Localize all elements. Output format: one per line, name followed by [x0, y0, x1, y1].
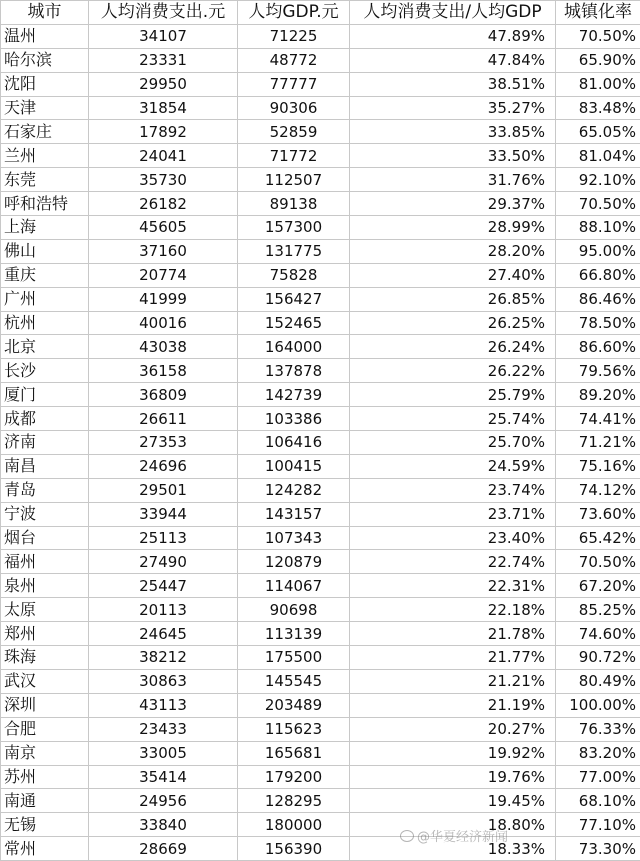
- cell-city: 南京: [1, 741, 89, 765]
- cell-ratio: 33.50%: [350, 144, 556, 168]
- cell-urbanization: 65.05%: [556, 120, 640, 144]
- cell-urbanization: 92.10%: [556, 168, 640, 192]
- cell-urbanization: 66.80%: [556, 263, 640, 287]
- cell-urbanization: 76.33%: [556, 717, 640, 741]
- cell-city: 南通: [1, 789, 89, 813]
- cell-urbanization: 80.49%: [556, 669, 640, 693]
- cell-gdp: 113139: [238, 622, 350, 646]
- cell-ratio: 18.80%: [350, 813, 556, 837]
- cell-city: 泉州: [1, 574, 89, 598]
- cell-urbanization: 86.46%: [556, 287, 640, 311]
- cell-urbanization: 73.60%: [556, 502, 640, 526]
- cell-urbanization: 77.00%: [556, 765, 640, 789]
- cell-consumption: 43038: [89, 335, 238, 359]
- cell-gdp: 143157: [238, 502, 350, 526]
- cell-city: 无锡: [1, 813, 89, 837]
- cell-consumption: 38212: [89, 646, 238, 670]
- cell-urbanization: 90.72%: [556, 646, 640, 670]
- cell-gdp: 156427: [238, 287, 350, 311]
- cell-urbanization: 68.10%: [556, 789, 640, 813]
- cell-ratio: 19.76%: [350, 765, 556, 789]
- cell-ratio: 28.20%: [350, 239, 556, 263]
- cell-gdp: 152465: [238, 311, 350, 335]
- table-row: [1, 24, 640, 48]
- table-row: [1, 263, 640, 287]
- table-row: [1, 478, 640, 502]
- cell-city: 武汉: [1, 669, 89, 693]
- cell-gdp: 203489: [238, 693, 350, 717]
- cell-gdp: 165681: [238, 741, 350, 765]
- cell-gdp: 112507: [238, 168, 350, 192]
- cell-city: 天津: [1, 96, 89, 120]
- cell-urbanization: 74.41%: [556, 407, 640, 431]
- cell-city: 郑州: [1, 622, 89, 646]
- cell-consumption: 40016: [89, 311, 238, 335]
- table-row: [1, 765, 640, 789]
- cell-consumption: 24956: [89, 789, 238, 813]
- cell-urbanization: 70.50%: [556, 24, 640, 48]
- cell-ratio: 25.70%: [350, 431, 556, 455]
- table-row: [1, 168, 640, 192]
- cell-urbanization: 95.00%: [556, 239, 640, 263]
- table-row: [1, 550, 640, 574]
- cell-city: 苏州: [1, 765, 89, 789]
- cell-ratio: 20.27%: [350, 717, 556, 741]
- cell-consumption: 33840: [89, 813, 238, 837]
- cell-consumption: 29501: [89, 478, 238, 502]
- cell-city: 石家庄: [1, 120, 89, 144]
- cell-ratio: 23.71%: [350, 502, 556, 526]
- cell-city: 青岛: [1, 478, 89, 502]
- cell-ratio: 26.25%: [350, 311, 556, 335]
- table-row: [1, 646, 640, 670]
- cell-city: 成都: [1, 407, 89, 431]
- cell-city: 珠海: [1, 646, 89, 670]
- cell-consumption: 27490: [89, 550, 238, 574]
- cell-gdp: 75828: [238, 263, 350, 287]
- cell-ratio: 19.45%: [350, 789, 556, 813]
- cell-gdp: 107343: [238, 526, 350, 550]
- cell-city: 广州: [1, 287, 89, 311]
- cell-consumption: 43113: [89, 693, 238, 717]
- table-row: [1, 407, 640, 431]
- table-row: [1, 359, 640, 383]
- cell-consumption: 27353: [89, 431, 238, 455]
- cell-consumption: 23433: [89, 717, 238, 741]
- cell-city: 福州: [1, 550, 89, 574]
- cell-consumption: 20113: [89, 598, 238, 622]
- cell-ratio: 28.99%: [350, 216, 556, 240]
- cell-ratio: 31.76%: [350, 168, 556, 192]
- cell-urbanization: 100.00%: [556, 693, 640, 717]
- header-row: [1, 1, 640, 25]
- table-row: [1, 717, 640, 741]
- cell-gdp: 137878: [238, 359, 350, 383]
- cell-gdp: 89138: [238, 192, 350, 216]
- cell-gdp: 77777: [238, 72, 350, 96]
- table-row: [1, 287, 640, 311]
- table-row: [1, 48, 640, 72]
- cell-gdp: 71225: [238, 24, 350, 48]
- cell-gdp: 179200: [238, 765, 350, 789]
- cell-ratio: 47.84%: [350, 48, 556, 72]
- cell-ratio: 21.21%: [350, 669, 556, 693]
- cell-city: 哈尔滨: [1, 48, 89, 72]
- cell-consumption: 25447: [89, 574, 238, 598]
- watermark-text: @华夏经济新闻: [417, 826, 508, 845]
- cell-consumption: 37160: [89, 239, 238, 263]
- cell-consumption: 36809: [89, 383, 238, 407]
- cell-urbanization: 85.25%: [556, 598, 640, 622]
- cell-urbanization: 81.00%: [556, 72, 640, 96]
- cell-city: 南昌: [1, 454, 89, 478]
- cell-urbanization: 71.21%: [556, 431, 640, 455]
- cell-ratio: 35.27%: [350, 96, 556, 120]
- table-row: [1, 598, 640, 622]
- cell-gdp: 114067: [238, 574, 350, 598]
- cell-ratio: 38.51%: [350, 72, 556, 96]
- cell-gdp: 100415: [238, 454, 350, 478]
- cell-urbanization: 74.60%: [556, 622, 640, 646]
- cell-gdp: 142739: [238, 383, 350, 407]
- cell-urbanization: 83.48%: [556, 96, 640, 120]
- cell-gdp: 120879: [238, 550, 350, 574]
- table-row: [1, 837, 640, 861]
- cell-gdp: 164000: [238, 335, 350, 359]
- header-city: 城市: [1, 1, 89, 25]
- cell-city: 温州: [1, 24, 89, 48]
- cell-gdp: 90306: [238, 96, 350, 120]
- cell-city: 呼和浩特: [1, 192, 89, 216]
- table-row: [1, 669, 640, 693]
- cell-consumption: 34107: [89, 24, 238, 48]
- table-row: [1, 144, 640, 168]
- cell-urbanization: 75.16%: [556, 454, 640, 478]
- table-row: [1, 574, 640, 598]
- header-ratio: 人均消费支出/人均GDP: [350, 1, 556, 25]
- cell-ratio: 27.40%: [350, 263, 556, 287]
- cell-consumption: 35414: [89, 765, 238, 789]
- table-row: [1, 72, 640, 96]
- cell-urbanization: 74.12%: [556, 478, 640, 502]
- table-row: [1, 383, 640, 407]
- cell-city: 杭州: [1, 311, 89, 335]
- cell-consumption: 20774: [89, 263, 238, 287]
- cell-city: 兰州: [1, 144, 89, 168]
- cell-gdp: 180000: [238, 813, 350, 837]
- cell-urbanization: 83.20%: [556, 741, 640, 765]
- cell-city: 重庆: [1, 263, 89, 287]
- cell-consumption: 41999: [89, 287, 238, 311]
- table-row: [1, 741, 640, 765]
- header-gdp: 人均GDP.元: [238, 1, 350, 25]
- cell-urbanization: 67.20%: [556, 574, 640, 598]
- header-urbanization: 城镇化率: [556, 1, 640, 25]
- cell-ratio: 23.40%: [350, 526, 556, 550]
- cell-consumption: 24696: [89, 454, 238, 478]
- cell-urbanization: 77.10%: [556, 813, 640, 837]
- cell-consumption: 33005: [89, 741, 238, 765]
- cell-consumption: 36158: [89, 359, 238, 383]
- cell-ratio: 24.59%: [350, 454, 556, 478]
- cell-gdp: 90698: [238, 598, 350, 622]
- cell-urbanization: 70.50%: [556, 550, 640, 574]
- cell-gdp: 71772: [238, 144, 350, 168]
- cell-consumption: 29950: [89, 72, 238, 96]
- cell-city: 佛山: [1, 239, 89, 263]
- cell-ratio: 26.85%: [350, 287, 556, 311]
- table-row: [1, 789, 640, 813]
- cell-gdp: 157300: [238, 216, 350, 240]
- cell-consumption: 33944: [89, 502, 238, 526]
- cell-urbanization: 65.42%: [556, 526, 640, 550]
- cell-city: 沈阳: [1, 72, 89, 96]
- cell-gdp: 124282: [238, 478, 350, 502]
- cell-ratio: 21.78%: [350, 622, 556, 646]
- cell-urbanization: 78.50%: [556, 311, 640, 335]
- cell-gdp: 128295: [238, 789, 350, 813]
- cell-city: 东莞: [1, 168, 89, 192]
- cell-gdp: 131775: [238, 239, 350, 263]
- cell-urbanization: 73.30%: [556, 837, 640, 861]
- cell-consumption: 35730: [89, 168, 238, 192]
- table-row: [1, 622, 640, 646]
- cell-urbanization: 70.50%: [556, 192, 640, 216]
- table-row: [1, 239, 640, 263]
- table-row: [1, 526, 640, 550]
- cell-urbanization: 88.10%: [556, 216, 640, 240]
- cell-urbanization: 86.60%: [556, 335, 640, 359]
- cell-consumption: 17892: [89, 120, 238, 144]
- cell-consumption: 45605: [89, 216, 238, 240]
- cell-ratio: 21.77%: [350, 646, 556, 670]
- cell-city: 上海: [1, 216, 89, 240]
- cell-ratio: 33.85%: [350, 120, 556, 144]
- cell-ratio: 22.31%: [350, 574, 556, 598]
- cell-ratio: 18.33%: [350, 837, 556, 861]
- cell-urbanization: 89.20%: [556, 383, 640, 407]
- cell-consumption: 24041: [89, 144, 238, 168]
- cell-gdp: 106416: [238, 431, 350, 455]
- cell-gdp: 48772: [238, 48, 350, 72]
- cell-urbanization: 81.04%: [556, 144, 640, 168]
- cell-consumption: 26182: [89, 192, 238, 216]
- cell-ratio: 26.22%: [350, 359, 556, 383]
- table-row: [1, 431, 640, 455]
- table-row: [1, 96, 640, 120]
- cell-consumption: 23331: [89, 48, 238, 72]
- cell-gdp: 175500: [238, 646, 350, 670]
- cell-consumption: 25113: [89, 526, 238, 550]
- table-row: [1, 454, 640, 478]
- cell-consumption: 26611: [89, 407, 238, 431]
- cell-ratio: 19.92%: [350, 741, 556, 765]
- cell-ratio: 23.74%: [350, 478, 556, 502]
- cell-city: 宁波: [1, 502, 89, 526]
- table-row: [1, 216, 640, 240]
- table-row: [1, 120, 640, 144]
- cell-consumption: 30863: [89, 669, 238, 693]
- cell-gdp: 156390: [238, 837, 350, 861]
- cell-city: 深圳: [1, 693, 89, 717]
- cell-gdp: 103386: [238, 407, 350, 431]
- cell-gdp: 145545: [238, 669, 350, 693]
- cell-consumption: 24645: [89, 622, 238, 646]
- cell-gdp: 52859: [238, 120, 350, 144]
- cell-urbanization: 79.56%: [556, 359, 640, 383]
- table-row: [1, 335, 640, 359]
- table-row: [1, 502, 640, 526]
- cell-city: 长沙: [1, 359, 89, 383]
- cell-ratio: 22.74%: [350, 550, 556, 574]
- table-row: [1, 192, 640, 216]
- cell-urbanization: 65.90%: [556, 48, 640, 72]
- cell-city: 常州: [1, 837, 89, 861]
- cell-city: 济南: [1, 431, 89, 455]
- cell-city: 合肥: [1, 717, 89, 741]
- cell-city: 北京: [1, 335, 89, 359]
- cell-gdp: 115623: [238, 717, 350, 741]
- table-row: [1, 693, 640, 717]
- cell-ratio: 26.24%: [350, 335, 556, 359]
- header-consumption: 人均消费支出.元: [89, 1, 238, 25]
- table-row: [1, 813, 640, 837]
- cell-ratio: 21.19%: [350, 693, 556, 717]
- cell-city: 厦门: [1, 383, 89, 407]
- cell-city: 太原: [1, 598, 89, 622]
- cell-ratio: 22.18%: [350, 598, 556, 622]
- cell-ratio: 47.89%: [350, 24, 556, 48]
- cell-consumption: 31854: [89, 96, 238, 120]
- cell-ratio: 25.79%: [350, 383, 556, 407]
- cell-city: 烟台: [1, 526, 89, 550]
- cell-ratio: 25.74%: [350, 407, 556, 431]
- cell-ratio: 29.37%: [350, 192, 556, 216]
- table-row: [1, 311, 640, 335]
- cell-consumption: 28669: [89, 837, 238, 861]
